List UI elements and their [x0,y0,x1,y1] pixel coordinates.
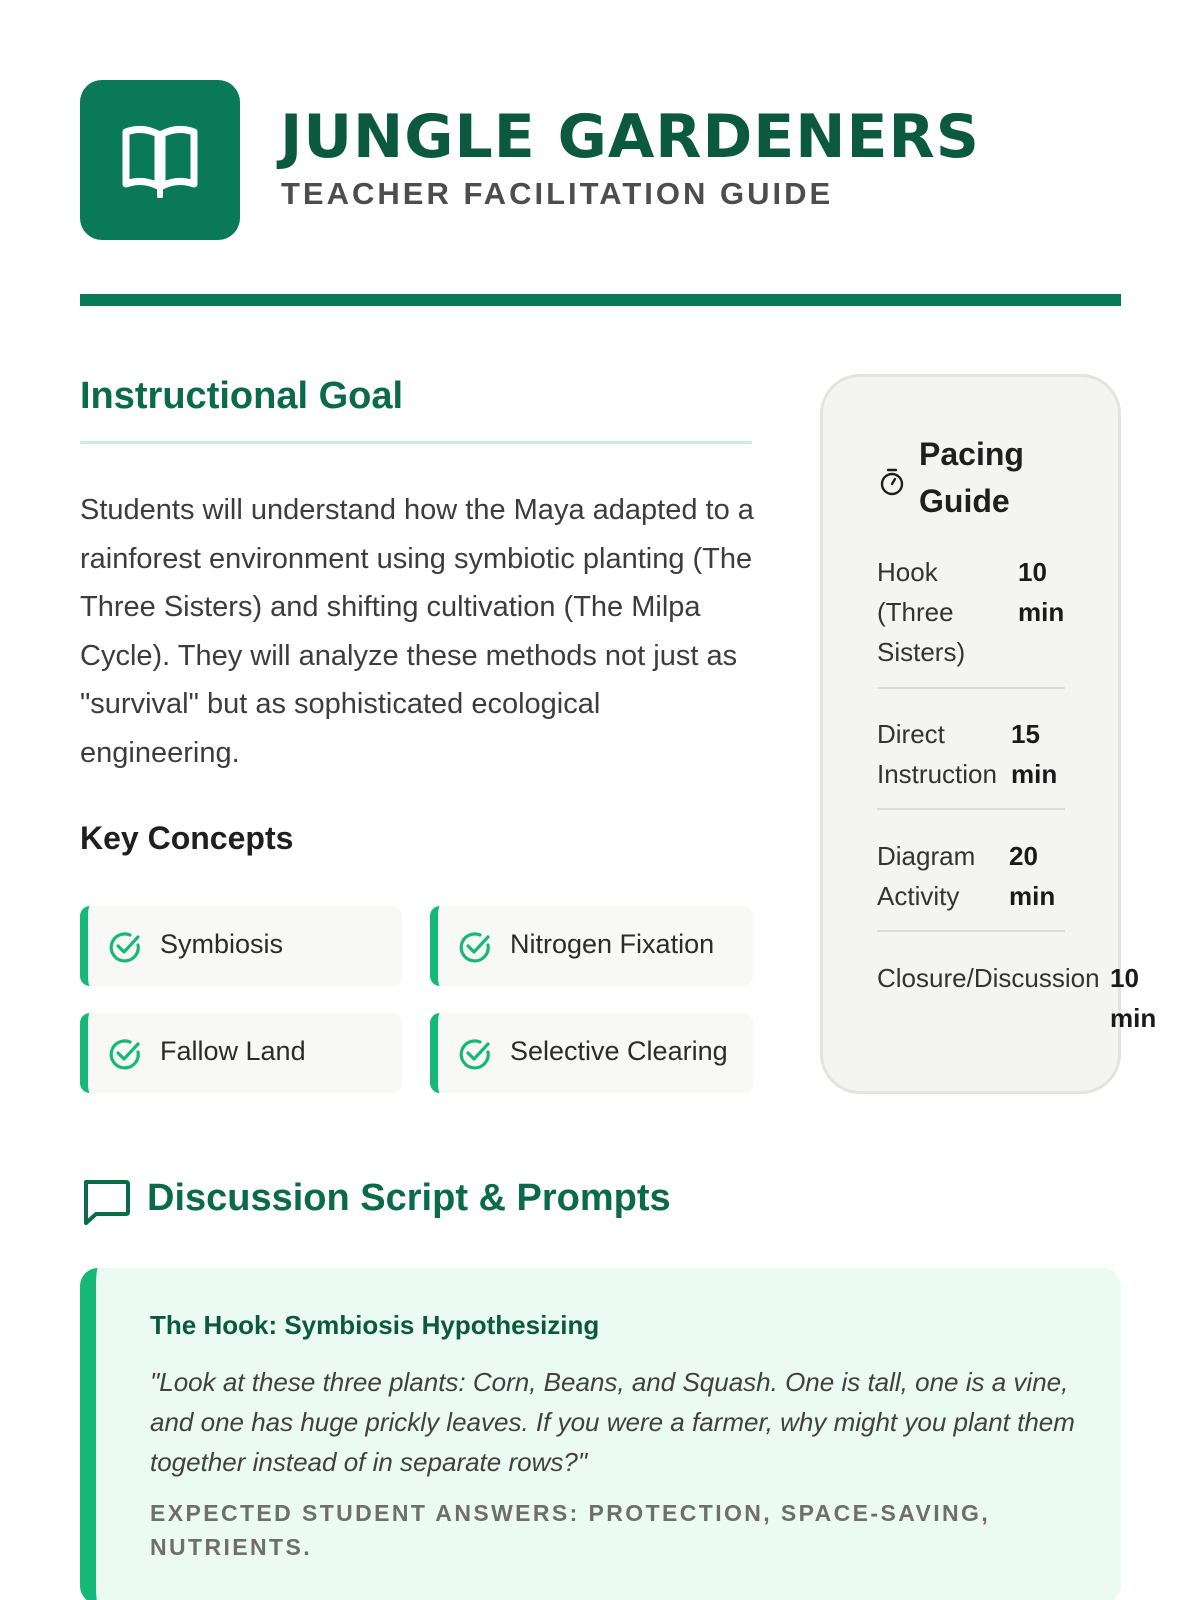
pacing-duration: 15 min [1011,719,1058,789]
goal-divider [80,441,752,444]
check-circle-icon [458,930,492,964]
pacing-label: Closure/Discussion [877,963,1100,993]
pacing-label: Hook (Three Sisters) [877,557,966,667]
check-circle-icon [108,930,142,964]
concept-label: Fallow Land [160,1036,306,1066]
page-title: JUNGLE GARDENERS [280,102,980,172]
page-subtitle: TEACHER FACILITATION GUIDE [281,176,834,211]
pacing-row [877,958,1157,1038]
header-divider [80,294,1121,306]
pacing-row [877,714,1065,794]
pacing-divider [877,930,1065,932]
pacing-row [877,552,1065,672]
pacing-duration: 10 min [1018,557,1065,627]
goal-heading: Instructional Goal [80,375,404,417]
hook-title: The Hook: Symbiosis Hypothesizing [150,1310,600,1340]
speech-bubble-icon [80,1178,132,1226]
pacing-divider [877,687,1065,689]
pacing-duration: 20 min [1009,841,1056,911]
pacing-guide-card [820,374,1157,1094]
logo-badge [80,80,240,240]
concept-label: Nitrogen Fixation [510,929,715,959]
pacing-label: Diagram Activity [877,841,976,911]
concept-label: Selective Clearing [510,1036,728,1066]
expected-answers: EXPECTED STUDENT ANSWERS: PROTECTION, SPACE-SAVING, NUTRIENTS. [150,1500,991,1560]
hook-quote: "Look at these three plants: Corn, Beans, and Squash. One is tall, one is a vine, and one has huge prickly leaves. If you were a farmer, why might you plant them together instead of in separate rows?" [150,1367,1075,1477]
pacing-title: Pacing Guide [919,436,1024,519]
discussion-heading: Discussion Script & Prompts [147,1177,671,1219]
concept-chip [430,1013,753,1093]
key-concepts-heading: Key Concepts [80,820,294,856]
check-circle-icon [108,1037,142,1071]
check-circle-icon [458,1037,492,1071]
pacing-duration: 10 min [1110,963,1157,1033]
stopwatch-icon [879,467,905,497]
concept-chip [80,906,402,986]
concept-chip [430,906,753,986]
pacing-row [877,836,1065,916]
open-book-icon [120,122,200,198]
goal-text: Students will understand how the Maya adapted to a rainforest environment using symbiotic planting (The Three Sisters) and shifting cultivation (The Milpa Cycle). They will analyze these methods not just as "survival" but as sophisticated ecological engineering. [80,494,754,769]
pacing-label: Direct Instruction [877,719,997,789]
concept-label: Symbiosis [160,929,284,959]
pacing-divider [877,808,1065,810]
page-header [80,80,1120,240]
hook-prompt-card [80,1268,1121,1600]
concept-chip [80,1013,402,1093]
